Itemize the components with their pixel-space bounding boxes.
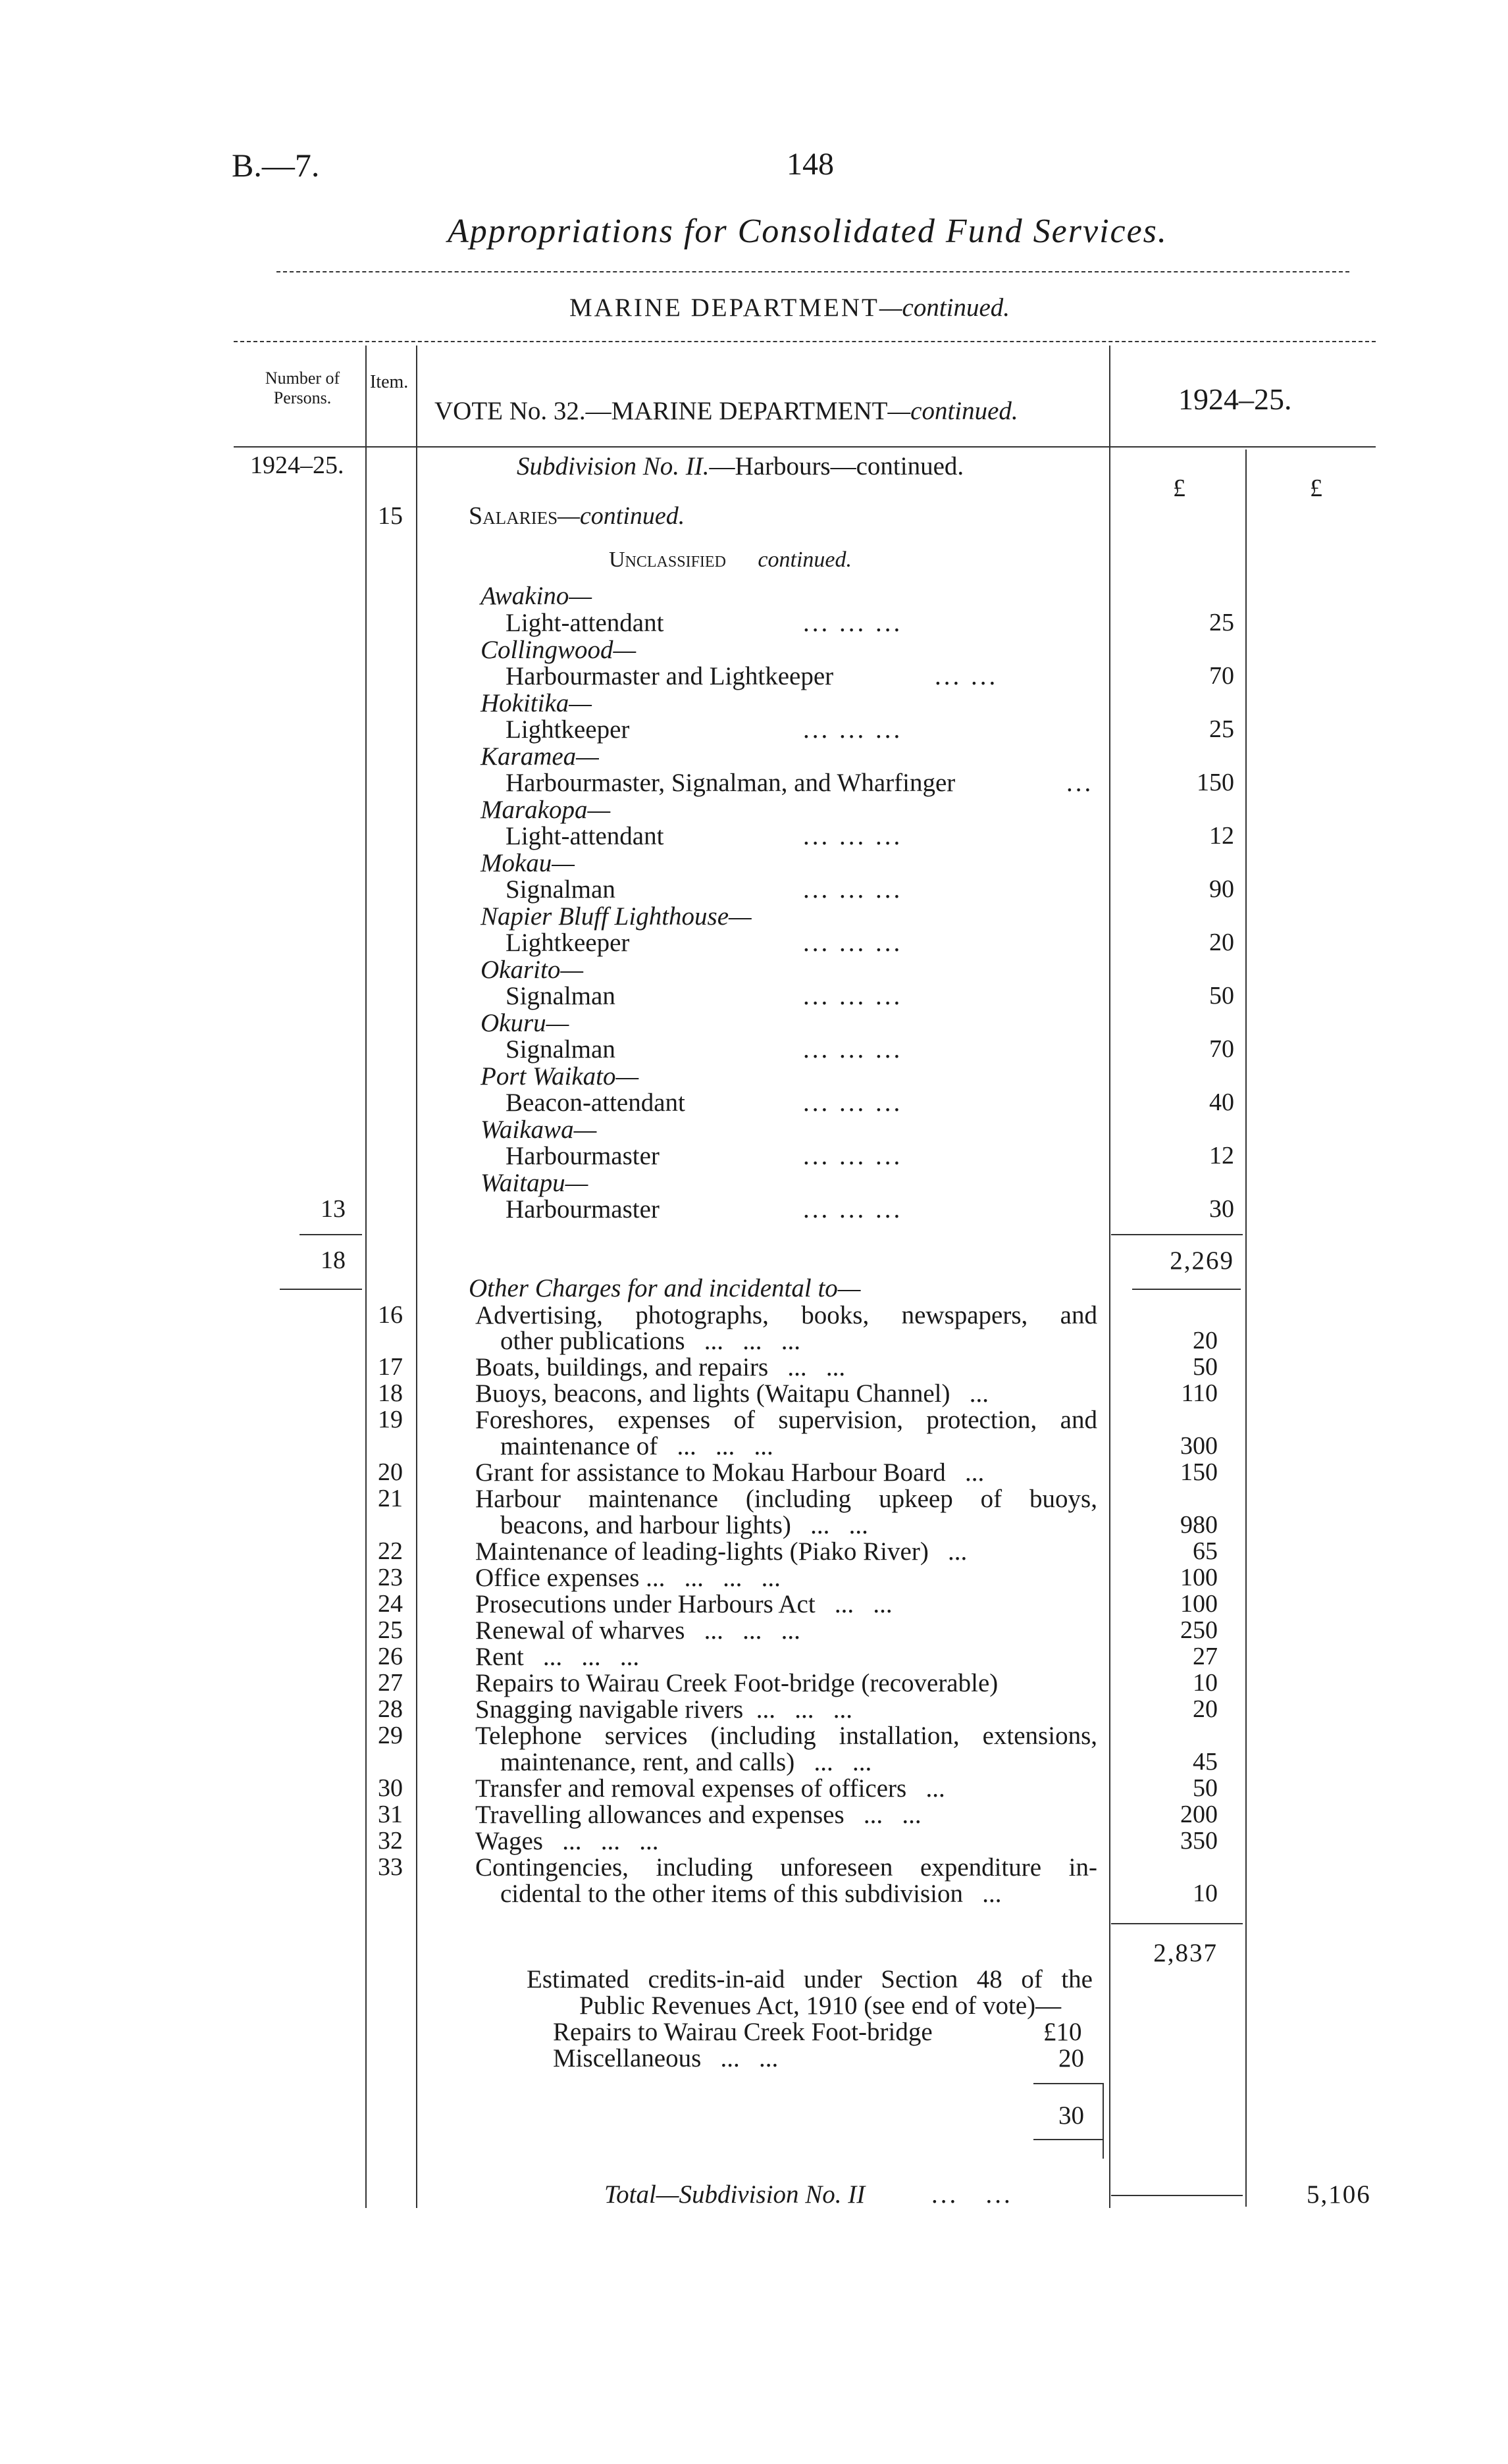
station-amount: 12 bbox=[1209, 822, 1234, 850]
grand-total-rule bbox=[1111, 2195, 1243, 2196]
charge-description: Grant for assistance to Mokau Harbour Board ... bbox=[475, 1458, 985, 1487]
charge-amount: 150 bbox=[1180, 1458, 1218, 1486]
charge-amount: 20 bbox=[1193, 1695, 1218, 1723]
station-place: Waitapu— bbox=[481, 1169, 588, 1197]
station-place: Waikawa— bbox=[481, 1116, 597, 1144]
col-divider-item bbox=[416, 346, 417, 2208]
station-place: Okarito— bbox=[481, 956, 583, 984]
station-place: Marakopa— bbox=[481, 796, 611, 824]
persons-rule-1 bbox=[299, 1234, 362, 1235]
document-reference: B.—7. bbox=[232, 147, 320, 184]
charge-description: Boats, buildings, and repairs ... ... bbox=[475, 1353, 846, 1381]
station-dots: ... ... ... bbox=[803, 875, 903, 904]
charge-item-number: 16 bbox=[378, 1301, 403, 1329]
salaries-item-number: 15 bbox=[378, 502, 403, 530]
station-role: Lightkeeper bbox=[506, 929, 630, 957]
charge-amount: 980 bbox=[1180, 1511, 1218, 1539]
charges-total-rule bbox=[1111, 1923, 1243, 1924]
station-role: Beacon-attendant bbox=[506, 1089, 685, 1117]
charge-description: Maintenance of leading-lights (Piako River) ... bbox=[475, 1537, 968, 1566]
col-divider-amount bbox=[1109, 346, 1110, 2208]
table-header-rule bbox=[234, 446, 1376, 448]
station-role: Signalman bbox=[506, 1035, 615, 1064]
station-place: Awakino— bbox=[481, 582, 592, 610]
charge-item-number: 29 bbox=[378, 1722, 403, 1749]
charge-description: Travelling allowances and expenses ... ... bbox=[475, 1801, 922, 1829]
charge-item-number: 33 bbox=[378, 1853, 403, 1881]
salaries-label-suffix: —continued. bbox=[558, 502, 685, 530]
charge-description: Harbour maintenance (including upkeep of buoys, bbox=[475, 1485, 1097, 1513]
table-top-rule bbox=[234, 341, 1376, 342]
department-suffix: —continued. bbox=[879, 294, 1010, 322]
charge-description: Snagging navigable rivers ... ... ... bbox=[475, 1695, 852, 1724]
station-role: Light-attendant bbox=[506, 609, 664, 637]
charge-item-number: 23 bbox=[378, 1564, 403, 1591]
other-charges-heading: Other Charges for and incidental to— bbox=[469, 1274, 861, 1302]
station-amount: 70 bbox=[1209, 662, 1234, 690]
charge-item-number: 24 bbox=[378, 1590, 403, 1618]
charge-amount: 27 bbox=[1193, 1643, 1218, 1670]
subdivision-subtitle: —Harbours—continued. bbox=[709, 452, 964, 480]
credits-bottom-rule bbox=[1033, 2139, 1103, 2140]
charge-amount: 65 bbox=[1193, 1537, 1218, 1565]
page-title: Appropriations for Consolidated Fund Services. bbox=[448, 213, 1168, 250]
station-role: Harbourmaster and Lightkeeper bbox=[506, 662, 834, 690]
charge-item-number: 26 bbox=[378, 1643, 403, 1670]
station-amount: 40 bbox=[1209, 1089, 1234, 1116]
charge-item-number: 28 bbox=[378, 1695, 403, 1723]
station-dots: ... ... ... bbox=[803, 609, 903, 637]
charge-description: Buoys, beacons, and lights (Waitapu Channel) ... bbox=[475, 1379, 989, 1408]
station-place: Port Waikato— bbox=[481, 1062, 639, 1091]
credits-line-1: Estimated credits-in-aid under Section 48 of the bbox=[527, 1965, 1093, 1993]
persons-year: 1924–25. bbox=[250, 451, 344, 479]
charge-amount: 200 bbox=[1180, 1801, 1218, 1828]
station-role: Harbourmaster, Signalman, and Wharfinger bbox=[506, 769, 956, 797]
station-role: Harbourmaster bbox=[506, 1195, 660, 1223]
charge-description: Foreshores, expenses of supervision, protection, and bbox=[475, 1406, 1097, 1434]
station-amount: 25 bbox=[1209, 715, 1234, 743]
station-dots: ... bbox=[1066, 769, 1094, 797]
station-place: Collingwood— bbox=[481, 636, 637, 664]
station-role: Signalman bbox=[506, 875, 615, 904]
grand-total-dots: ... ... bbox=[931, 2180, 1013, 2209]
station-place: Okuru— bbox=[481, 1009, 569, 1037]
station-role: Lightkeeper bbox=[506, 715, 630, 744]
currency-symbol-1: £ bbox=[1173, 475, 1185, 502]
station-place: Napier Bluff Lighthouse— bbox=[481, 902, 752, 931]
charge-description: Contingencies, including unforeseen expenditure in- bbox=[475, 1853, 1097, 1882]
station-place: Hokitika— bbox=[481, 689, 592, 717]
charge-description: Repairs to Wairau Creek Foot-bridge (recoverable) bbox=[475, 1669, 999, 1697]
station-dots: ... ... ... bbox=[803, 1142, 903, 1170]
vote-title-text: VOTE No. 32.—MARINE DEPARTMENT bbox=[434, 397, 888, 425]
station-amount: 50 bbox=[1209, 982, 1234, 1010]
charge-amount: 110 bbox=[1181, 1379, 1218, 1407]
station-amount: 12 bbox=[1209, 1142, 1234, 1169]
station-role: Light-attendant bbox=[506, 822, 664, 850]
credit-entry-label: Miscellaneous ... ... bbox=[553, 2044, 779, 2072]
station-place: Mokau— bbox=[481, 849, 575, 877]
grand-total-label: Total—Subdivision No. II bbox=[604, 2180, 866, 2209]
station-amount: 20 bbox=[1209, 929, 1234, 956]
charge-amount: 50 bbox=[1193, 1774, 1218, 1802]
charge-item-number: 17 bbox=[378, 1353, 403, 1381]
unclassified-suffix: continued. bbox=[758, 548, 852, 572]
salaries-total: 2,269 bbox=[1170, 1246, 1234, 1275]
station-amount: 30 bbox=[1209, 1195, 1234, 1223]
charge-item-number: 22 bbox=[378, 1537, 403, 1565]
credit-entry-amount: 20 bbox=[1058, 2044, 1084, 2072]
charge-amount: 350 bbox=[1180, 1827, 1218, 1855]
charge-amount: 50 bbox=[1193, 1353, 1218, 1381]
persons-column-header: Number of Persons. bbox=[265, 369, 340, 407]
persons-total: 18 bbox=[321, 1246, 346, 1274]
charge-amount: 300 bbox=[1180, 1432, 1218, 1460]
charge-item-number: 27 bbox=[378, 1669, 403, 1697]
charge-description: Wages ... ... ... bbox=[475, 1827, 659, 1855]
credit-entry-amount: £10 bbox=[1043, 2018, 1082, 2046]
unclassified-label: Unclassified bbox=[609, 548, 726, 572]
currency-symbol-2: £ bbox=[1310, 475, 1322, 502]
charge-amount: 100 bbox=[1180, 1564, 1218, 1591]
charge-description: Advertising, photographs, books, newspapers, and bbox=[475, 1301, 1097, 1329]
salaries-total-rule-bottom bbox=[1132, 1289, 1241, 1290]
charges-total: 2,837 bbox=[1153, 1939, 1218, 1967]
charge-item-number: 18 bbox=[378, 1379, 403, 1407]
station-dots: ... ... ... bbox=[803, 1089, 903, 1117]
department-name: MARINE DEPARTMENT bbox=[569, 294, 879, 322]
charge-description: Telephone services (including installation, extensions, bbox=[475, 1722, 1097, 1750]
credit-entry-label: Repairs to Wairau Creek Foot-bridge bbox=[553, 2018, 933, 2046]
department-heading bbox=[569, 293, 1010, 322]
station-amount: 25 bbox=[1209, 609, 1234, 636]
station-amount: 70 bbox=[1209, 1035, 1234, 1063]
persons-rule-2 bbox=[280, 1289, 362, 1290]
station-dots: ... ... ... bbox=[803, 715, 903, 744]
col-divider-persons bbox=[365, 346, 367, 2208]
charge-description-cont: other publications ... ... ... bbox=[500, 1327, 801, 1355]
charge-item-number: 19 bbox=[378, 1406, 403, 1433]
station-dots: ... ... bbox=[935, 662, 999, 690]
charge-amount: 45 bbox=[1193, 1748, 1218, 1776]
salaries-label: Salaries bbox=[469, 502, 558, 530]
station-dots: ... ... ... bbox=[803, 822, 903, 850]
charge-item-number: 20 bbox=[378, 1458, 403, 1486]
charge-description-cont: maintenance, rent, and calls) ... ... bbox=[500, 1748, 872, 1776]
station-amount: 150 bbox=[1197, 769, 1234, 796]
charge-amount: 10 bbox=[1193, 1669, 1218, 1697]
station-dots: ... ... ... bbox=[803, 1195, 903, 1223]
station-dots: ... ... ... bbox=[803, 1035, 903, 1064]
charge-item-number: 21 bbox=[378, 1485, 403, 1512]
station-role: Harbourmaster bbox=[506, 1142, 660, 1170]
charge-description: Renewal of wharves ... ... ... bbox=[475, 1616, 800, 1645]
persons-count-unclassified: 13 bbox=[321, 1195, 346, 1223]
charge-amount: 20 bbox=[1193, 1327, 1218, 1354]
credits-line-2: Public Revenues Act, 1910 (see end of vote)— bbox=[579, 1991, 1062, 2020]
charge-item-number: 31 bbox=[378, 1801, 403, 1828]
subdivision-title: Subdivision No. II. bbox=[517, 452, 710, 480]
vote-title-suffix: —continued. bbox=[887, 397, 1018, 425]
credits-column-line bbox=[1103, 2083, 1104, 2159]
credits-total-rule bbox=[1033, 2083, 1103, 2084]
subdivision-heading bbox=[517, 451, 964, 481]
col-divider-amount2 bbox=[1245, 449, 1247, 2207]
charge-amount: 250 bbox=[1180, 1616, 1218, 1644]
charge-description: Prosecutions under Harbours Act ... ... bbox=[475, 1590, 893, 1618]
salaries-heading bbox=[469, 501, 685, 530]
page-number: 148 bbox=[787, 147, 834, 182]
grand-total-amount: 5,106 bbox=[1307, 2180, 1371, 2209]
charge-amount: 10 bbox=[1193, 1880, 1218, 1907]
station-role: Signalman bbox=[506, 982, 615, 1010]
charge-description: Rent ... ... ... bbox=[475, 1643, 640, 1671]
charge-item-number: 25 bbox=[378, 1616, 403, 1644]
charge-description-cont: beacons, and harbour lights) ... ... bbox=[500, 1511, 868, 1539]
charge-description: Office expenses ... ... ... ... bbox=[475, 1564, 781, 1592]
charge-description-cont: cidental to the other items of this subdivision ... bbox=[500, 1880, 1002, 1908]
title-rule bbox=[276, 271, 1349, 272]
charge-item-number: 30 bbox=[378, 1774, 403, 1802]
station-place: Karamea— bbox=[481, 742, 599, 771]
item-column-header: Item. bbox=[370, 372, 409, 392]
station-dots: ... ... ... bbox=[803, 929, 903, 957]
year-column-header: 1924–25. bbox=[1178, 382, 1292, 416]
vote-title bbox=[434, 396, 1018, 426]
charge-description: Transfer and removal expenses of officers ... bbox=[475, 1774, 945, 1803]
charge-amount: 100 bbox=[1180, 1590, 1218, 1618]
station-dots: ... ... ... bbox=[803, 982, 903, 1010]
credits-total: 30 bbox=[1058, 2101, 1084, 2130]
salaries-total-rule-top bbox=[1111, 1234, 1243, 1235]
station-amount: 90 bbox=[1209, 875, 1234, 903]
unclassified-heading bbox=[609, 548, 852, 573]
charge-description-cont: maintenance of ... ... ... bbox=[500, 1432, 773, 1460]
charge-item-number: 32 bbox=[378, 1827, 403, 1855]
